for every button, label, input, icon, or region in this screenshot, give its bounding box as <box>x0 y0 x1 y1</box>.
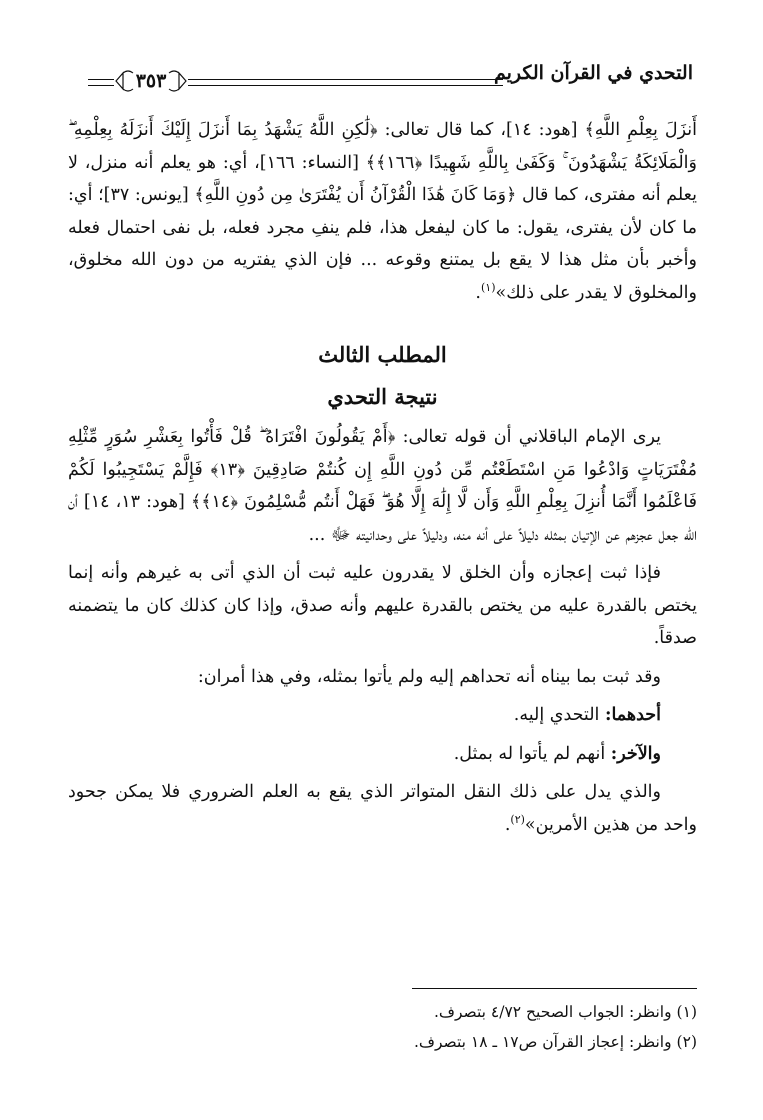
item-text: أنهم لم يأتوا له بمثل. <box>453 743 606 764</box>
footnotes <box>414 997 697 1057</box>
paragraph-7 <box>68 776 697 841</box>
text-line: أَنزَلَ بِعِلْمِ اللَّهِ﴾ [هود: ١٤]، كما قال تعالى: ﴿لَٰكِنِ اللَّهُ يَشْهَدُ بِمَا أَنزَلَ إِلَيْكَ <box>160 120 697 140</box>
section-subheading: نتيجة التحدي <box>327 384 438 409</box>
item-text: التحدي إليه. <box>513 705 600 725</box>
text-line: يَسْتَجِيبُوا لَكُمْ فَاعْلَمُوا أَنَّمَا أُنزِلَ بِعِلْمِ اللَّهِ وَأَن لَّا إِلَٰهَ إِلَّا هُوَ ۖ فَهَلْ أَنتُم مُّسْلِمُونَ <box>68 459 697 512</box>
text-line: كذلك كان ما يتضمنه صدقاً. <box>68 595 697 648</box>
period: . <box>504 814 511 835</box>
paragraph-4: وقد ثبت بما بيناه أنه تحداهم إليه ولم يأتوا بمثله، وفي هذا أمران: <box>197 666 661 687</box>
text-line: أَنزَلَهُ بِعِلْمِهِ ۖ وَالْمَلَائِكَةُ يَشْهَدُونَ ۚ وَكَفَىٰ بِاللَّهِ شَهِيدًا ﴿١٦٦﴾﴾ [النساء: ١٦٦]، أي: هو <box>68 120 697 173</box>
text-line: وأنه إنما يختص بالقدرة عليه من يختص بالقدرة عليهم وأنه صدق، وإذا كان <box>68 563 697 616</box>
page-number: ٣٥٣ <box>135 70 167 92</box>
page-body <box>68 114 697 841</box>
footnote-2 <box>414 1027 697 1057</box>
paragraph-3 <box>68 557 697 655</box>
text-line: ذلك» <box>495 282 535 303</box>
footnote-ref-2[interactable]: (٢) <box>510 812 525 826</box>
header-rule-short <box>88 79 114 86</box>
footnote-text: وانظر: إعجاز القرآن ص١٧ ـ ١٨ بتصرف. <box>413 1033 672 1051</box>
header-rule-long <box>188 79 503 86</box>
text-line: فإذا ثبت إعجازه وأن الخلق لا يقدرون عليه ثبت أن الذي أتى به غيرهم <box>135 563 661 583</box>
paragraph-2 <box>68 421 697 551</box>
footnote-separator <box>412 988 697 989</box>
text-line: والذي يدل على ذلك النقل المتواتر الذي يقع به العلم الضروري فلا <box>161 782 661 802</box>
text-line: ﴿١٤﴾﴾ [هود: ١٣، ١٤] أن الله جعل عجزهم عن الإتيان بمثله دليلاً على أنه منه، <box>68 492 697 545</box>
text-line: فلم ينفِ مجرد فعله، بل نفى احتمال فعله وأخبر بأن مثل هذا لا يقع بل يمتنع <box>68 217 697 270</box>
item-label: أحدهما: <box>604 705 661 725</box>
text-line: يمكن جحود واحد من هذين الأمرين» <box>68 782 697 835</box>
period: . <box>475 282 481 303</box>
text-line: ودليلاً على وحدانيته ﷻ ... <box>308 524 448 545</box>
footnote-number: (١) <box>676 1003 697 1021</box>
text-line: دُونِ اللَّهِ﴾ [يونس: ٣٧]؛ أي: ما كان لأن يفترى، يقول: ما كان ليفعل هذا، <box>68 185 697 238</box>
text-line: يعلم أنه منزل، لا يعلم أنه مفترى، كما قال ﴿وَمَا كَانَ هَٰذَا الْقُرْآنُ أَن يُفْتَرَىٰ مِن <box>68 152 697 205</box>
footnote-text: وانظر: الجواب الصحيح ٤/٧٢ بتصرف. <box>434 1003 672 1021</box>
running-title: التحدي في القرآن الكريم <box>493 62 693 84</box>
paragraph-1 <box>68 114 697 309</box>
item-label: والآخر: <box>610 743 661 764</box>
footnote-number: (٢) <box>676 1033 697 1051</box>
text-line: يرى الإمام الباقلاني أن قوله تعالى: ﴿أَمْ يَقُولُونَ افْتَرَاهُ ۖ قُلْ فَأْتُوا بِعَشْرِ <box>144 427 661 447</box>
footnote-1 <box>414 997 697 1027</box>
footnote-ref-1[interactable]: (١) <box>480 280 496 294</box>
paragraph-5 <box>68 699 697 732</box>
paragraph-6 <box>68 738 697 771</box>
text-line: سُوَرٍ مِّثْلِهِ مُفْتَرَيَاتٍ وَادْعُوا مَنِ اسْتَطَعْتُم مِّن دُونِ اللَّهِ إِن كُنتُمْ صَادِقِينَ ﴿١٣﴾ فَإِلَّمْ <box>68 427 697 480</box>
section-heading: المطلب الثالث <box>318 342 447 367</box>
text-line: وقوعه ... فإن الذي يفتريه من دون الله مخلوق، والمخلوق لا يقدر على <box>68 250 697 303</box>
